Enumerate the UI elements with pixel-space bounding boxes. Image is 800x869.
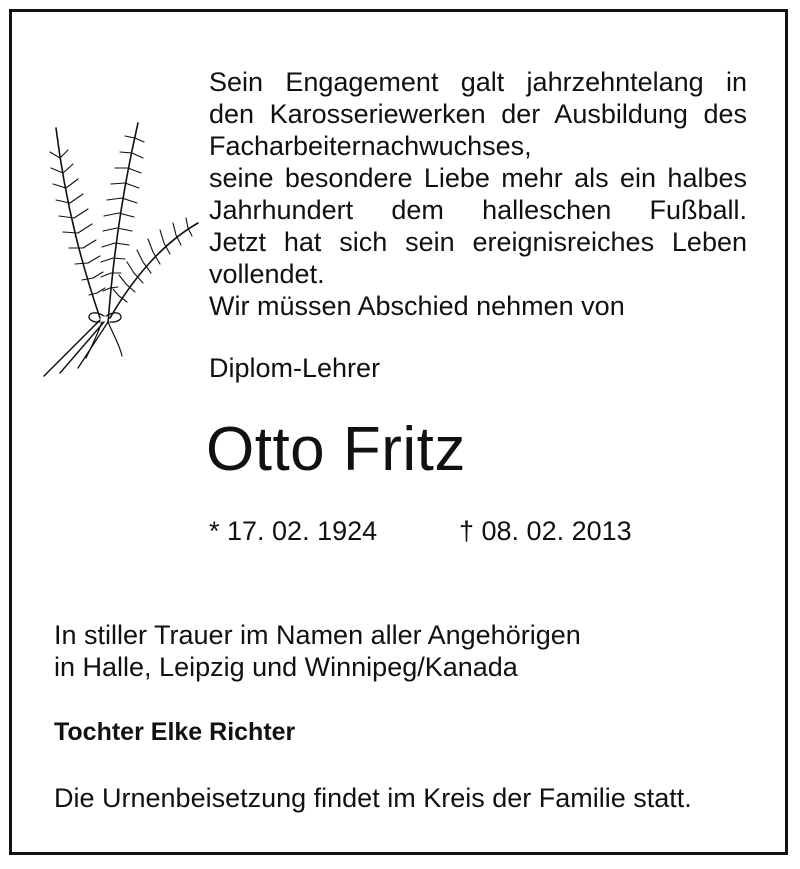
birth-date: * 17. 02. 1924 [209, 516, 378, 546]
mourning-line: in Halle, Leipzig und Winnipeg/Kanada [54, 652, 518, 682]
intro-line: Jahrhundert dem halleschen Fußball. [209, 195, 747, 225]
intro-line: Wir müssen Abschied nehmen von [209, 291, 625, 321]
signer-name: Tochter Elke Richter [54, 718, 296, 746]
deceased-title: Diplom-Lehrer [209, 353, 381, 383]
intro-line: seine besondere Liebe mehr als ein halbes [209, 163, 747, 193]
intro-line: Sein Engagement galt jahrzehntelang in [209, 67, 747, 97]
intro-line: den Karosseriewerken der Ausbildung des [209, 99, 747, 129]
intro-line: vollendet. [209, 259, 325, 289]
intro-line: Jetzt hat sich sein ereignisreiches Leben [209, 227, 747, 257]
fern-bouquet-icon [38, 118, 206, 380]
life-dates [209, 515, 632, 547]
mourning-text [54, 619, 581, 683]
burial-note: Die Urnenbeisetzung findet im Kreis der Familie statt. [54, 783, 692, 813]
intro-line: Facharbeiternachwuchses, [209, 131, 532, 161]
obituary-intro-text [209, 66, 747, 322]
mourning-line: In stiller Trauer im Namen aller Angehörigen [54, 620, 581, 650]
death-date: † 08. 02. 2013 [459, 516, 632, 546]
deceased-name: Otto Fritz [206, 415, 466, 484]
